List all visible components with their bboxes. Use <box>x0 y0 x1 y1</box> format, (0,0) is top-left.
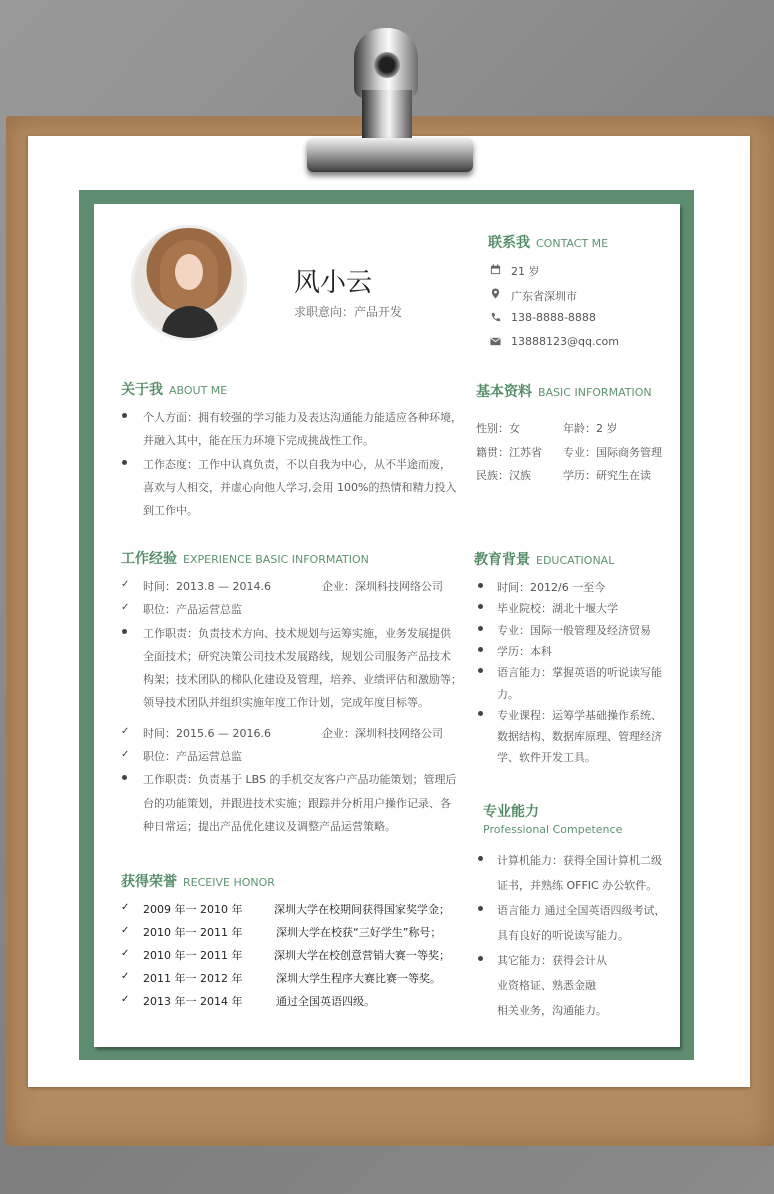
check-icon: ✓ <box>121 994 130 1005</box>
skill-line: 其它能力：获得会计从 <box>497 954 607 967</box>
bullet-dot <box>478 956 483 961</box>
education-line: 毕业院校：湖北十堰大学 <box>497 602 618 615</box>
honor-year: 2010 年一 2011 年 <box>143 926 243 939</box>
contact-age: 21 岁 <box>511 265 540 278</box>
experience-heading-en: EXPERIENCE BASIC INFORMATION <box>183 553 369 566</box>
job-duty-line: 工作职责：负责基于 LBS 的手机交友客户产品功能策划；管理后 <box>143 773 457 786</box>
about-heading-cn: 关于我 <box>121 382 163 398</box>
basic-hometown: 籍贯：江苏省 <box>476 446 542 459</box>
about-line: 喜欢与人相交，并虚心向他人学习,会用 100%的热情和精力投入 <box>143 481 457 494</box>
check-icon: ✓ <box>121 602 130 613</box>
honor-award: 通过全国英语四级。 <box>276 995 375 1008</box>
bullet-dot <box>478 626 483 631</box>
contact-heading <box>488 232 608 252</box>
job-company: 企业：深圳科技网络公司 <box>322 580 443 593</box>
basic-degree: 学历：研究生在读 <box>563 469 651 482</box>
about-line: 并融入其中，能在压力环境下完成挑战性工作。 <box>143 434 374 447</box>
honor-award: 深圳大学在校期间获得国家奖学金； <box>274 903 450 916</box>
job-time: 时间：2013.8 — 2014.6 <box>143 580 271 593</box>
candidate-name: 风小云 <box>294 268 373 298</box>
education-line: 专业课程：运筹学基础操作系统、 <box>497 709 662 722</box>
honor-year: 2011 年一 2012 年 <box>143 972 243 985</box>
basic-gender: 性别：女 <box>476 422 520 435</box>
education-line: 数据结构、数据库原理、管理经济 <box>497 730 662 743</box>
bullet-dot <box>478 711 483 716</box>
check-icon: ✓ <box>121 749 130 760</box>
about-line: 到工作中。 <box>143 504 198 517</box>
basic-major: 专业：国际商务管理 <box>563 446 662 459</box>
honor-heading-en: RECEIVE HONOR <box>183 876 275 889</box>
check-icon: ✓ <box>121 948 130 959</box>
contact-phone[interactable]: 138-8888-8888 <box>511 311 596 324</box>
location-icon <box>490 288 501 299</box>
job-duty-line: 工作职责：负责技术方向、技术规划与运筹实施，业务发展提供 <box>143 627 451 640</box>
job-duty-line: 领导技术团队并组织实施年度工作计划，完成年度目标等。 <box>143 696 429 709</box>
about-heading <box>121 379 227 399</box>
honor-year: 2013 年一 2014 年 <box>143 995 243 1008</box>
education-heading-cn: 教育背景 <box>474 552 530 568</box>
check-icon: ✓ <box>121 902 130 913</box>
avatar <box>134 228 244 338</box>
education-line: 学、软件开发工具。 <box>497 751 596 764</box>
education-heading <box>474 549 614 569</box>
honor-award: 深圳大学在校获“三好学生”称号； <box>276 926 442 939</box>
job-duty-line: 全面技术；研究决策公司技术发展路线，规划公司服务产品技术 <box>143 650 451 663</box>
contact-location: 广东省深圳市 <box>511 290 577 303</box>
job-position: 职位：产品运营总监 <box>143 603 242 616</box>
check-icon: ✓ <box>121 925 130 936</box>
honor-year: 2010 年一 2011 年 <box>143 949 243 962</box>
experience-heading <box>121 548 369 568</box>
skill-line: 语言能力 通过全国英语四级考试， <box>497 904 666 917</box>
honor-year: 2009 年一 2010 年 <box>143 903 243 916</box>
bullet-dot <box>122 413 127 418</box>
job-company: 企业：深圳科技网络公司 <box>322 727 443 740</box>
phone-icon <box>490 312 501 323</box>
bullet-dot <box>478 668 483 673</box>
clip-ring <box>374 52 400 78</box>
education-line: 力。 <box>497 688 519 701</box>
honor-award: 深圳大学生程序大赛比赛一等奖。 <box>276 972 441 985</box>
experience-heading-cn: 工作经验 <box>121 551 177 567</box>
check-icon: ✓ <box>121 726 130 737</box>
job-duty-line: 种日常运；提出产品优化建议及调整产品运营策略。 <box>143 820 396 833</box>
job-position: 职位：产品运营总监 <box>143 750 242 763</box>
education-line: 学历：本科 <box>497 645 552 658</box>
basic-heading-en: BASIC INFORMATION <box>538 386 652 399</box>
bullet-dot <box>122 460 127 465</box>
honor-heading <box>121 871 275 891</box>
about-line: 工作态度：工作中认真负责，不以自我为中心，从不半途而废， <box>143 458 451 471</box>
bullet-dot <box>478 583 483 588</box>
basic-heading-cn: 基本资料 <box>476 384 532 400</box>
honor-heading-cn: 获得荣誉 <box>121 874 177 890</box>
contact-heading-cn: 联系我 <box>488 235 530 251</box>
contact-email[interactable]: 13888123@qq.com <box>511 335 619 348</box>
calendar-icon <box>490 264 501 275</box>
about-line: 个人方面：拥有较强的学习能力及表达沟通能力能适应各种环境， <box>143 411 462 424</box>
skill-line: 业资格证、熟悉金融 <box>497 979 596 992</box>
bullet-dot <box>478 604 483 609</box>
job-time: 时间：2015.6 — 2016.6 <box>143 727 271 740</box>
bullet-dot <box>478 906 483 911</box>
education-heading-en: EDUCATIONAL <box>536 554 615 567</box>
honor-award: 深圳大学在校创意营销大赛一等奖； <box>274 949 450 962</box>
basic-age: 年龄：2 岁 <box>563 422 618 435</box>
skills-heading-en: Professional Competence <box>483 823 623 836</box>
avatar-shirt <box>162 306 218 338</box>
skills-heading-cn: 专业能力 <box>483 804 539 820</box>
job-duty-line: 构架；技术团队的梯队化建设及管理，培养、业绩评估和激励等； <box>143 673 462 686</box>
education-line: 专业：国际一般管理及经济贸易 <box>497 624 651 637</box>
education-line: 时间：2012/6 一至今 <box>497 581 606 594</box>
skill-line: 相关业务，沟通能力。 <box>497 1004 607 1017</box>
job-objective: 求职意向：产品开发 <box>294 305 403 319</box>
contact-heading-en: CONTACT ME <box>536 237 609 250</box>
basic-heading <box>476 381 652 401</box>
check-icon: ✓ <box>121 579 130 590</box>
bullet-dot <box>122 775 127 780</box>
bullet-dot <box>478 856 483 861</box>
skill-line: 证书，并熟练 OFFIC 办公软件。 <box>497 879 658 892</box>
check-icon: ✓ <box>121 971 130 982</box>
skill-line: 计算机能力：获得全国计算机二级 <box>497 854 662 867</box>
bullet-dot <box>478 647 483 652</box>
clip-base <box>307 138 473 172</box>
about-heading-en: ABOUT ME <box>169 384 228 397</box>
education-line: 语言能力：掌握英语的听说读写能 <box>497 666 662 679</box>
job-duty-line: 台的功能策划，并跟进技术实施；跟踪并分析用户操作记录、各 <box>143 797 451 810</box>
skill-line: 具有良好的听说读写能力。 <box>497 929 629 942</box>
mail-icon <box>490 336 501 347</box>
bullet-dot <box>122 629 127 634</box>
basic-ethnicity: 民族：汉族 <box>476 469 531 482</box>
avatar-face <box>175 254 203 290</box>
